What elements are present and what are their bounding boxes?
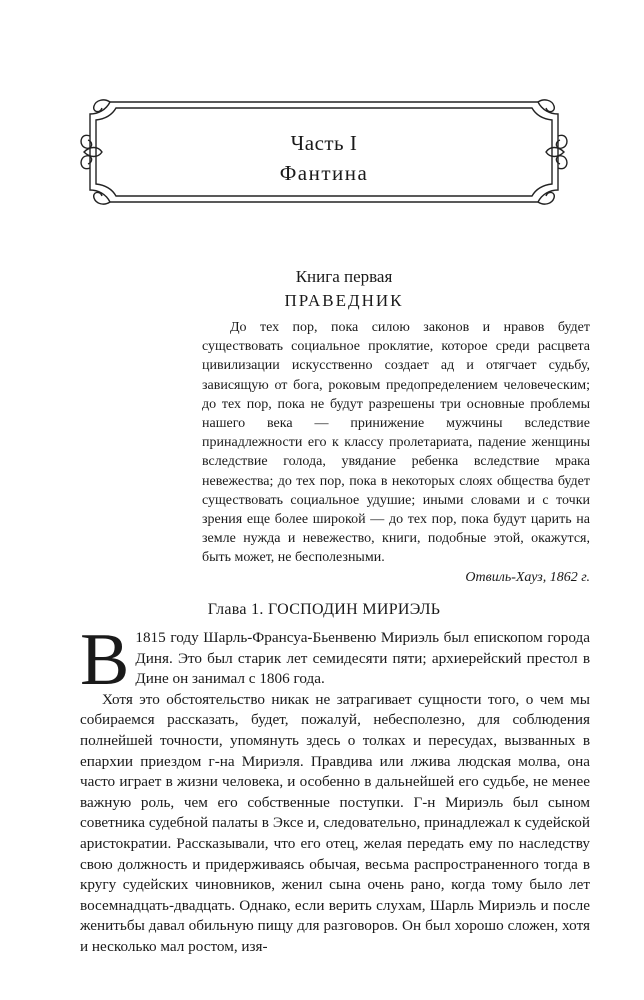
- paragraph-first: [80, 619, 590, 701]
- chapter-title: Глава 1. ГОСПОДИН МИРИЭЛЬ: [207, 601, 441, 618]
- drop-cap: В: [80, 619, 130, 701]
- book-name: ПРАВЕДНИК: [284, 291, 404, 310]
- chapter-body: [80, 619, 590, 958]
- epigraph-text: До тех пор, пока силою законов и нравов будет существовать социальное проклятие, которое среди расцвета цивилизации искусственно создает ад и отягчает судьбу, зависящую от бога, роковым предопределением человеческим; до тех пор, пока не будут разрешены три основные проблемы нашего века — принижение мужчины вследствие принадлежности его к классу пролетариата, падение женщины вследствие голода, увядание ребенка вследствие мрака невежества; до тех пор, пока в некоторых слоях общества будет существовать социальное удушие; иными словами и с точки зрения еще более широкой — до тех пор, пока будут царить на земле нужда и невежество, книги, подобные этой, окажутся, быть может, не бесполезными.: [202, 320, 590, 566]
- paragraph-second: Хотя это обстоятельство никак не затрагивает сущности того, о чем мы собираемся рассказать, будет, пожалуй, небесполезно, для соблюдения полнейшей точности, упомянуть здесь о толках и пересудах, вызванных в епархии приездом г-на Мириэля. Правдива или лжива людская молва, она часто играет в жизни человека, и особенно в дальнейшей его судьбе, не менее важную роль, чем его собственные поступки. Г-н Мириэль был сыном советника судебной палаты в Эксе и, следовательно, принадлежал к судейской аристократии. Рассказывали, что его отец, желая передать ему по наследству свою должность и придерживаясь обычая, весьма распространенного тогда в кругу судейских чиновников, женил сына очень рано, когда тому было лет восемнадцать-двадцать. Однако, если верить слухам, Шарль Мириэль и после женитьбы давал обильную пищу для разговоров. Он был хорошо сложен, хотя и несколько мал ростом, изя-: [80, 690, 590, 955]
- part-name: Фантина: [279, 161, 369, 185]
- paragraph-first-text: 1815 году Шарль-Франсуа-Бьенвеню Мириэль был епископом города Диня. Это был старик лет семидесяти пяти; архиерейский престол в Дине он занимал с 1806 года.: [135, 629, 590, 688]
- epigraph-signature: Отвиль-Хауз, 1862 г.: [465, 570, 590, 585]
- book-title: Книга первая: [295, 267, 393, 286]
- part-title: Часть I: [290, 131, 358, 155]
